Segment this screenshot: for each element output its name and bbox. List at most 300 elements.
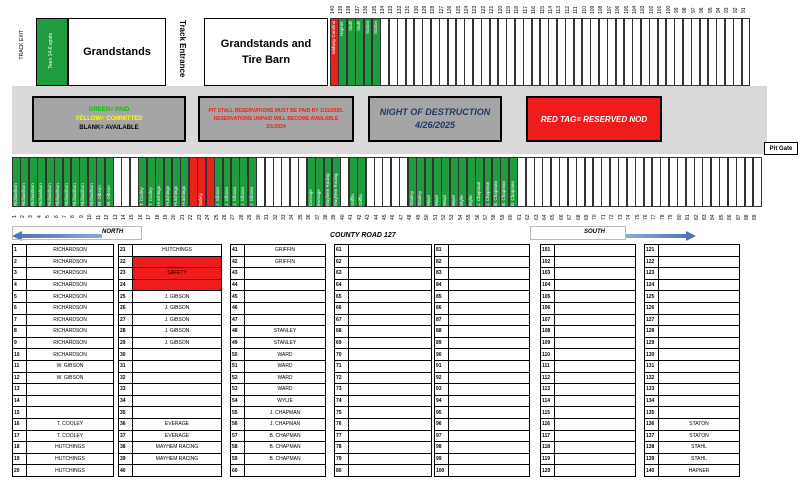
table-row [231, 279, 326, 291]
stall-number-cell: 99 [435, 453, 449, 465]
table-row [231, 337, 326, 349]
table-row [541, 395, 636, 407]
bottom-stall-number: 25 [213, 214, 220, 220]
stall-owner-cell [659, 314, 740, 326]
table-row [13, 279, 114, 291]
stall-number-cell: 77 [335, 430, 349, 442]
bottom-stall-name [291, 160, 298, 206]
stall-number-cell: 96 [435, 418, 449, 430]
stall-number-cell: 82 [435, 256, 449, 268]
bottom-stall-number: 58 [491, 214, 498, 220]
table-row [13, 349, 114, 361]
bottom-stall-name [695, 160, 702, 206]
stall-number-cell: 28 [119, 326, 133, 338]
stall-owner-cell: MAYHEM RACING [133, 442, 222, 454]
table-row [119, 453, 222, 465]
bottom-stall-number: 16 [137, 214, 144, 220]
stall-number-cell: 130 [645, 349, 659, 361]
top-stall-number: 105 [623, 5, 630, 15]
stall-number-cell: 57 [231, 430, 245, 442]
top-stall-name [432, 21, 439, 81]
top-stall-name [726, 21, 733, 81]
stall-owner-cell [449, 418, 530, 430]
stall-number-cell: 13 [13, 384, 27, 396]
stall-owner-cell [449, 349, 530, 361]
top-stall-number: 122 [480, 5, 487, 15]
bottom-stall-number: 8 [70, 215, 77, 219]
top-stall-number: 98 [682, 7, 689, 13]
stall-owner-cell: W. GIBSON [27, 372, 114, 384]
stall-owner-cell: W. GIBSON [27, 360, 114, 372]
stall-number-cell: 76 [335, 418, 349, 430]
bottom-stall-number: 84 [710, 214, 717, 220]
stall-owner-cell: B. CHAPMAN [245, 453, 326, 465]
top-stall-number: 139 [337, 5, 344, 15]
stall-owner-cell [555, 360, 636, 372]
bottom-stall-number: 51 [432, 214, 439, 220]
table-row [435, 349, 530, 361]
stall-number-cell: 31 [119, 360, 133, 372]
stall-number-cell: 38 [119, 442, 133, 454]
bottom-stall-number: 78 [659, 214, 666, 220]
bottom-stall-number: 19 [163, 214, 170, 220]
stall-owner-cell [555, 442, 636, 454]
stall-owner-cell: J. GIBSON [133, 314, 222, 326]
top-stall-name [491, 21, 498, 81]
stall-number-cell: 16 [13, 418, 27, 430]
stall-number-cell: 134 [645, 395, 659, 407]
bottom-stall-name [527, 160, 534, 206]
table-row [541, 372, 636, 384]
stall-number-cell: 104 [541, 279, 555, 291]
bottom-stall-number: 24 [205, 214, 212, 220]
bottom-stall-name: Richardson [38, 183, 44, 206]
track-entrance-label: Track Entrance [178, 20, 187, 78]
bottom-stall-number: 22 [188, 214, 195, 220]
table-row [231, 465, 326, 477]
stall-number-cell: 114 [541, 395, 555, 407]
bottom-stall-name: Richardson [55, 183, 61, 206]
table-row [335, 256, 432, 268]
stall-number-cell: 112 [541, 372, 555, 384]
table-row [335, 349, 432, 361]
table-row [335, 291, 432, 303]
table-row [119, 268, 222, 280]
bottom-stall-name [190, 160, 197, 206]
stall-owner-cell [133, 465, 222, 477]
bottom-stall-number: 59 [499, 214, 506, 220]
table-row [541, 314, 636, 326]
bottom-stall-name [653, 160, 660, 206]
bottom-stall-name [703, 160, 710, 206]
stall-owner-cell [659, 360, 740, 372]
top-stall-number: 114 [547, 6, 554, 14]
bottom-stall-number: 88 [744, 214, 751, 220]
top-stall-name [633, 21, 640, 81]
stall-number-cell: 132 [645, 372, 659, 384]
bottom-stall-number: 62 [525, 214, 532, 220]
bottom-stall-number: 52 [440, 214, 447, 220]
stall-owner-cell [133, 395, 222, 407]
stall-owner-cell: J. GIBSON [133, 302, 222, 314]
bottom-stall-name: B. Chapman [509, 180, 515, 206]
stall-number-cell: 98 [435, 442, 449, 454]
bottom-stall-name: Richardson [30, 183, 36, 206]
top-stall-number: 130 [413, 5, 420, 15]
bottom-stall-name [367, 160, 374, 206]
table-row [13, 384, 114, 396]
bottom-stall-name: J. Gibson [232, 186, 238, 206]
bottom-stall-number: 27 [230, 214, 237, 220]
stall-number-cell: 60 [231, 465, 245, 477]
bottom-stall-number: 10 [87, 214, 94, 220]
table-row [335, 395, 432, 407]
table-row [435, 453, 530, 465]
top-stall-number: 110 [581, 6, 588, 14]
table-row [645, 442, 740, 454]
stall-owner-cell [659, 372, 740, 384]
stall-number-cell: 101 [541, 245, 555, 257]
table-row [435, 256, 530, 268]
red-tag-box [526, 96, 662, 142]
bottom-stall-number: 6 [53, 215, 60, 219]
top-stall-name [549, 21, 556, 81]
table-row [231, 442, 326, 454]
stall-owner-cell: GRIFFIN [245, 245, 326, 257]
stall-number-cell: 19 [13, 453, 27, 465]
table-row [231, 360, 326, 372]
legend-blank: BLANK= AVAILABLE [79, 124, 139, 131]
top-stall-number: 120 [497, 5, 504, 15]
top-stall-name [499, 21, 506, 81]
table-row [435, 360, 530, 372]
bottom-stall-name: W. Gibson [97, 185, 103, 206]
bottom-stall-name: J. Chapman [476, 181, 482, 206]
stall-owner-cell: HUTCHINGS [27, 453, 114, 465]
stall-number-cell: 78 [335, 442, 349, 454]
stall-number-cell: 86 [435, 302, 449, 314]
stall-owner-cell [349, 360, 432, 372]
stall-owner-cell [449, 337, 530, 349]
stall-owner-cell: STAHL [659, 442, 740, 454]
bottom-stall-name: Wylie [459, 195, 465, 206]
bottom-stall-number: 34 [289, 214, 296, 220]
stall-number-cell: 21 [119, 245, 133, 257]
stall-owner-cell: GRIFFIN [245, 256, 326, 268]
stall-owner-cell: SAFETY [133, 268, 222, 280]
bottom-stall-number: 28 [238, 214, 245, 220]
stall-number-cell: 65 [335, 291, 349, 303]
stall-table [540, 244, 636, 477]
top-stall-number: 140 [329, 5, 336, 15]
table-row [645, 314, 740, 326]
top-stall-number: 132 [396, 5, 403, 15]
stall-owner-cell: RICHARDSON [27, 349, 114, 361]
top-stall-name: Stahl [347, 21, 353, 32]
bottom-stall-name [383, 160, 390, 206]
bottom-stall-number: 87 [735, 214, 742, 220]
stall-number-cell: 9 [13, 337, 27, 349]
stall-number-cell: 120 [541, 465, 555, 477]
stall-owner-cell: B. CHAPMAN [245, 442, 326, 454]
stall-owner-cell [349, 465, 432, 477]
stall-owner-cell [349, 384, 432, 396]
stall-owner-cell [349, 442, 432, 454]
stall-number-cell: 113 [541, 384, 555, 396]
stall-owner-cell [349, 395, 432, 407]
table-row [119, 302, 222, 314]
bottom-stall-name [746, 160, 753, 206]
arrow-right-icon [626, 231, 696, 241]
north-label: NORTH [102, 229, 124, 235]
stall-owner-cell [449, 372, 530, 384]
bottom-stall-name: Griffin [350, 194, 355, 206]
table-row [119, 360, 222, 372]
stall-number-cell: 25 [119, 291, 133, 303]
bottom-stall-number: 39 [331, 214, 338, 220]
table-row [231, 256, 326, 268]
table-row [231, 314, 326, 326]
table-row [231, 291, 326, 303]
top-stall-name [482, 21, 489, 81]
table-row [435, 314, 530, 326]
table-row [231, 326, 326, 338]
stall-number-cell: 53 [231, 384, 245, 396]
stall-number-cell: 118 [541, 442, 555, 454]
table-row [335, 268, 432, 280]
bottom-stall-name: Hutchings [164, 185, 170, 206]
bottom-stall-name [661, 160, 668, 206]
stall-number-cell: 103 [541, 268, 555, 280]
stall-number-cell: 26 [119, 302, 133, 314]
top-stall-number: 128 [430, 5, 437, 15]
stall-number-cell: 100 [435, 465, 449, 477]
table-row [435, 268, 530, 280]
stall-number-cell: 72 [335, 372, 349, 384]
bottom-stall-name [602, 160, 609, 206]
bottom-stall-number: 76 [643, 214, 649, 220]
stall-owner-cell [659, 245, 740, 257]
stall-number-cell: 10 [13, 349, 27, 361]
bottom-stall-number: 41 [348, 214, 355, 220]
stall-owner-cell: J. CHAPMAN [245, 407, 326, 419]
bottom-stall-number: 53 [449, 214, 456, 220]
table-row [645, 291, 740, 303]
top-stall-name [465, 21, 472, 81]
stall-owner-cell [555, 326, 636, 338]
top-stall-number: 91 [741, 7, 748, 13]
stall-owner-cell [27, 384, 114, 396]
top-stall-number: 123 [472, 5, 479, 15]
county-road-label: COUNTY ROAD 127 [330, 232, 396, 239]
bottom-stall-number: 5 [45, 215, 52, 219]
top-stall-name: Staton [373, 21, 379, 35]
stall-number-cell: 87 [435, 314, 449, 326]
stall-owner-cell [659, 337, 740, 349]
stall-number-cell: 137 [645, 430, 659, 442]
grandstands-tire-barn-label: Grandstands and Tire Barn [220, 37, 312, 66]
stall-owner-cell [27, 407, 114, 419]
stall-number-cell: 40 [119, 465, 133, 477]
stall-owner-cell [555, 418, 636, 430]
top-stall-number: 117 [522, 6, 529, 14]
table-row [541, 453, 636, 465]
stall-number-cell: 4 [13, 279, 27, 291]
bottom-stall-name: J. Gibson [248, 186, 254, 206]
stall-owner-cell [659, 291, 740, 303]
bottom-stall-number: 45 [381, 214, 388, 220]
table-row [119, 337, 222, 349]
bottom-stall-name [122, 160, 129, 206]
stall-owner-cell [555, 314, 636, 326]
top-stall-name [734, 21, 741, 81]
table-row [231, 407, 326, 419]
bottom-stall-number: 1 [11, 215, 18, 219]
top-stall-number: 124 [463, 5, 470, 15]
table-row [231, 349, 326, 361]
stall-number-cell: 85 [435, 291, 449, 303]
bottom-stall-name: Safety [198, 193, 204, 206]
stall-owner-cell [449, 442, 530, 454]
table-row [13, 337, 114, 349]
table-row [435, 418, 530, 430]
stall-number-cell: 22 [119, 256, 133, 268]
stall-owner-cell [659, 349, 740, 361]
bottom-stall-number: 43 [365, 214, 372, 220]
stall-number-cell: 129 [645, 337, 659, 349]
stall-owner-cell [449, 360, 530, 372]
bottom-stall-number: 13 [112, 214, 119, 220]
bottom-stall-number: 57 [483, 214, 490, 220]
table-row [435, 372, 530, 384]
stall-number-cell: 79 [335, 453, 349, 465]
stall-owner-cell [133, 407, 222, 419]
stall-owner-cell [555, 302, 636, 314]
stall-owner-cell [449, 314, 530, 326]
bottom-stall-number: 29 [247, 214, 254, 220]
table-row [119, 326, 222, 338]
bottom-stall-name [299, 160, 306, 206]
bottom-stall-name: Ward [434, 195, 440, 206]
stall-number-cell: 119 [541, 453, 555, 465]
stall-owner-cell [349, 372, 432, 384]
top-stall-number: 104 [631, 5, 638, 15]
top-stall-name [457, 21, 464, 81]
stall-number-cell: 116 [541, 418, 555, 430]
top-stall-name [684, 21, 691, 81]
stall-number-cell: 61 [335, 245, 349, 257]
stall-number-cell: 15 [13, 407, 27, 419]
bottom-stall-number: 82 [693, 214, 700, 220]
stall-number-cell: 115 [541, 407, 555, 419]
stall-owner-cell [133, 256, 222, 268]
top-stall-number: 119 [505, 6, 512, 14]
table-row [119, 291, 222, 303]
bottom-stall-name [577, 160, 584, 206]
bottom-stall-number: 86 [727, 214, 734, 220]
bottom-stall-name: Richardson [88, 183, 94, 206]
stall-number-cell: 32 [119, 372, 133, 384]
stall-number-cell: 33 [119, 384, 133, 396]
top-stall-name [449, 21, 456, 81]
top-stall-number: 137 [354, 5, 361, 15]
stall-owner-cell: MAYHEM RACING [133, 453, 222, 465]
table-row [231, 302, 326, 314]
stall-number-cell: 3 [13, 268, 27, 280]
table-row [231, 418, 326, 430]
stall-number-cell: 27 [119, 314, 133, 326]
table-row [13, 326, 114, 338]
stall-owner-cell [349, 453, 432, 465]
stall-number-cell: 64 [335, 279, 349, 291]
stall-owner-cell: RICHARDSON [27, 245, 114, 257]
top-stall-name [423, 21, 430, 81]
stall-owner-cell [245, 302, 326, 314]
top-stall-name [440, 21, 447, 81]
stall-table [230, 244, 326, 477]
stall-owner-cell [349, 418, 432, 430]
stall-number-cell: 62 [335, 256, 349, 268]
top-stall-number: 112 [564, 6, 571, 14]
legend-box [32, 96, 186, 142]
table-row [13, 418, 114, 430]
bottom-stall-number: 26 [222, 214, 228, 220]
teen-spots-label: Teen 14-6 spots [48, 33, 54, 69]
table-row [645, 372, 740, 384]
stall-number-cell: 5 [13, 291, 27, 303]
table-row [231, 372, 326, 384]
bottom-stall-name [518, 160, 525, 206]
top-stall-number: 131 [405, 5, 412, 15]
table-row [119, 395, 222, 407]
stall-number-cell: 47 [231, 314, 245, 326]
top-stall-name [650, 21, 657, 81]
table-row [435, 291, 530, 303]
table-row [541, 442, 636, 454]
bottom-stall-name [687, 160, 694, 206]
table-row [541, 302, 636, 314]
bottom-stall-number: 70 [592, 214, 599, 220]
top-stall-name [659, 21, 666, 81]
table-row [645, 268, 740, 280]
bottom-stall-number: 31 [264, 214, 271, 220]
stall-number-cell: 125 [645, 291, 659, 303]
top-stall-name [701, 21, 708, 81]
stall-number-cell: 45 [231, 291, 245, 303]
table-row [13, 442, 114, 454]
table-row [119, 279, 222, 291]
stall-owner-cell [555, 349, 636, 361]
table-row [119, 442, 222, 454]
bottom-stall-name: Ward [451, 195, 457, 206]
bottom-stall-number: 20 [171, 214, 178, 220]
bottom-stall-name: W. Gibson [105, 185, 111, 206]
stall-number-cell: 83 [435, 268, 449, 280]
stall-owner-cell [133, 279, 222, 291]
stall-owner-cell: RICHARDSON [27, 314, 114, 326]
bottom-stall-number: 14 [120, 214, 127, 220]
stall-owner-cell [449, 465, 530, 477]
stall-number-cell: 139 [645, 453, 659, 465]
table-row [119, 384, 222, 396]
stall-table [118, 244, 222, 477]
table-row [541, 268, 636, 280]
table-row [231, 395, 326, 407]
bottom-stall-name: Everage [316, 189, 322, 206]
top-stall-name [390, 21, 397, 81]
bottom-stall-name: Griffin [358, 194, 364, 206]
top-stall-number: 135 [371, 5, 378, 15]
